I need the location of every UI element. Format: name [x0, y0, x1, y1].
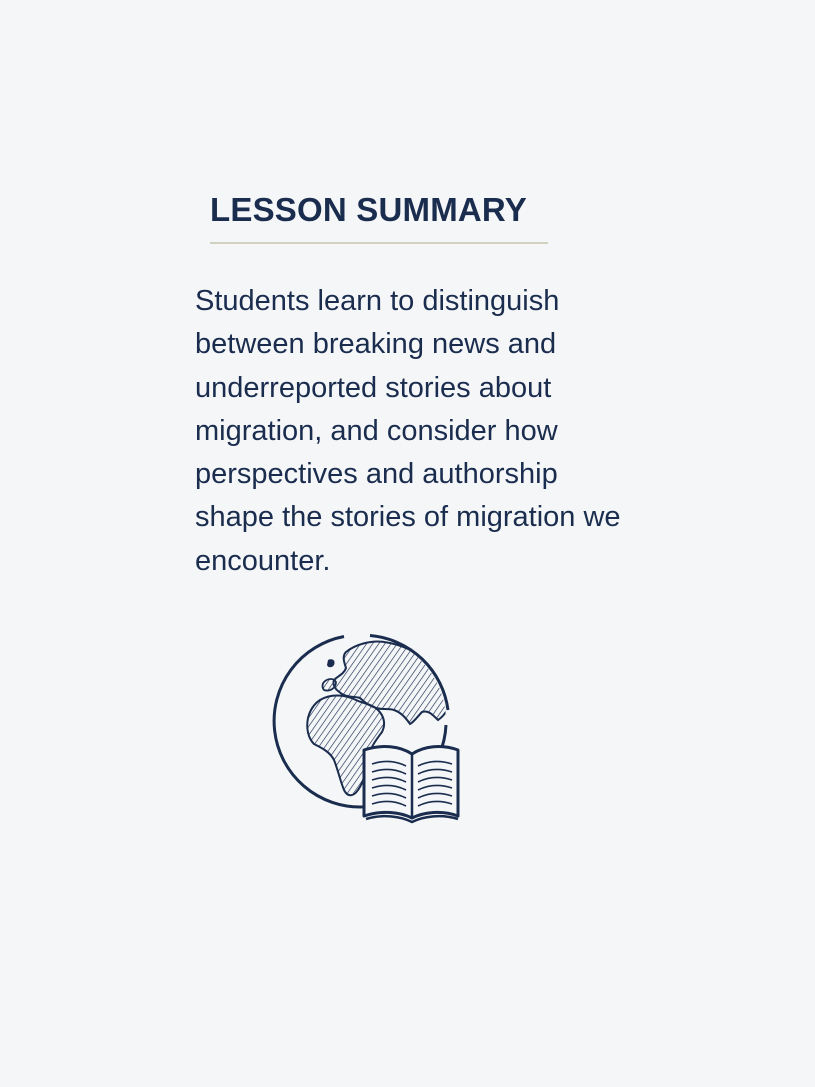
page-title: LESSON SUMMARY — [210, 191, 527, 228]
globe-with-open-book-icon — [272, 630, 464, 826]
open-book-icon — [364, 747, 458, 822]
lesson-summary-text: Students learn to distinguish between breaking news and underreported stories about migration, and consider how perspectives and authorship shape the stories of migration we encounter. — [195, 285, 621, 577]
title-divider — [210, 242, 548, 244]
